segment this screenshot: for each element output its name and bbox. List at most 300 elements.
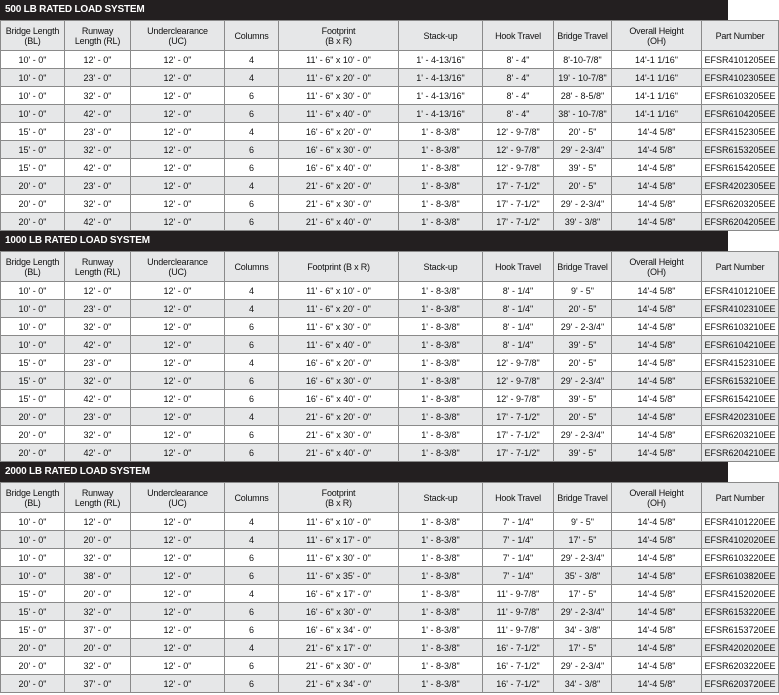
table-row bbox=[1, 603, 779, 621]
cell-overall-height: 14'-4 5/8" bbox=[612, 354, 702, 372]
cell-footprint: 11' - 6" x 40' - 0" bbox=[279, 336, 399, 354]
cell-part-number: EFSR4152310EE bbox=[702, 354, 779, 372]
cell-footprint: 11' - 6" x 30' - 0" bbox=[279, 549, 399, 567]
cell-runway-length: 12' - 0" bbox=[65, 513, 131, 531]
cell-columns: 6 bbox=[225, 318, 279, 336]
cell-stack-up: 1' - 8-3/8" bbox=[399, 282, 483, 300]
table-row bbox=[1, 141, 779, 159]
cell-stack-up: 1' - 8-3/8" bbox=[399, 159, 483, 177]
cell-part-number: EFSR6153210EE bbox=[702, 372, 779, 390]
column-header-part-number bbox=[702, 21, 779, 51]
header-text: Runway bbox=[81, 487, 114, 498]
table-row bbox=[1, 213, 779, 231]
cell-overall-height: 14'-4 5/8" bbox=[612, 567, 702, 585]
cell-underclearance: 12' - 0" bbox=[131, 621, 225, 639]
cell-footprint: 21' - 6" x 30' - 0" bbox=[279, 657, 399, 675]
cell-columns: 6 bbox=[225, 549, 279, 567]
header-row bbox=[1, 21, 779, 51]
cell-runway-length: 42' - 0" bbox=[65, 444, 131, 462]
header-text: Bridge Travel bbox=[557, 492, 608, 503]
cell-overall-height: 14'-4 5/8" bbox=[612, 639, 702, 657]
cell-part-number: EFSR4202020EE bbox=[702, 639, 779, 657]
cell-bridge-travel: 39' - 3/8" bbox=[554, 213, 612, 231]
header-text: Stack-up bbox=[423, 492, 458, 503]
column-header-footprint bbox=[279, 483, 399, 513]
column-header-bridge-travel bbox=[554, 252, 612, 282]
header-text: (B x R) bbox=[325, 497, 352, 508]
cell-underclearance: 12' - 0" bbox=[131, 195, 225, 213]
cell-bridge-travel: 17' - 5" bbox=[554, 531, 612, 549]
cell-stack-up: 1' - 8-3/8" bbox=[399, 300, 483, 318]
cell-bridge-travel: 19' - 10-7/8" bbox=[554, 69, 612, 87]
cell-overall-height: 14'-4 5/8" bbox=[612, 657, 702, 675]
cell-overall-height: 14'-4 5/8" bbox=[612, 177, 702, 195]
cell-stack-up: 1' - 8-3/8" bbox=[399, 372, 483, 390]
cell-runway-length: 20' - 0" bbox=[65, 639, 131, 657]
cell-overall-height: 14'-4 5/8" bbox=[612, 300, 702, 318]
cell-bridge-travel: 29' - 2-3/4" bbox=[554, 426, 612, 444]
cell-footprint: 16' - 6" x 17' - 0" bbox=[279, 585, 399, 603]
cell-columns: 4 bbox=[225, 51, 279, 69]
cell-overall-height: 14'-4 5/8" bbox=[612, 318, 702, 336]
table-row bbox=[1, 159, 779, 177]
cell-bridge-length: 15' - 0" bbox=[1, 372, 65, 390]
cell-bridge-length: 10' - 0" bbox=[1, 69, 65, 87]
header-text: Part Number bbox=[715, 261, 765, 272]
section-title: 2000 LB RATED LOAD SYSTEM bbox=[0, 462, 728, 482]
cell-bridge-travel: 35' - 3/8" bbox=[554, 567, 612, 585]
column-header-underclearance bbox=[131, 483, 225, 513]
cell-hook-travel: 8' - 1/4" bbox=[483, 336, 554, 354]
table-row bbox=[1, 531, 779, 549]
cell-part-number: EFSR6153720EE bbox=[702, 621, 779, 639]
cell-underclearance: 12' - 0" bbox=[131, 408, 225, 426]
cell-columns: 4 bbox=[225, 531, 279, 549]
cell-footprint: 16' - 6" x 40' - 0" bbox=[279, 159, 399, 177]
cell-underclearance: 12' - 0" bbox=[131, 318, 225, 336]
cell-columns: 6 bbox=[225, 657, 279, 675]
cell-runway-length: 23' - 0" bbox=[65, 177, 131, 195]
cell-runway-length: 32' - 0" bbox=[65, 141, 131, 159]
cell-footprint: 16' - 6" x 34' - 0" bbox=[279, 621, 399, 639]
cell-footprint: 21' - 6" x 20' - 0" bbox=[279, 408, 399, 426]
cell-footprint: 21' - 6" x 17' - 0" bbox=[279, 639, 399, 657]
cell-underclearance: 12' - 0" bbox=[131, 426, 225, 444]
cell-footprint: 21' - 6" x 40' - 0" bbox=[279, 213, 399, 231]
cell-bridge-length: 15' - 0" bbox=[1, 390, 65, 408]
cell-bridge-length: 20' - 0" bbox=[1, 426, 65, 444]
cell-footprint: 21' - 6" x 30' - 0" bbox=[279, 426, 399, 444]
cell-footprint: 16' - 6" x 40' - 0" bbox=[279, 390, 399, 408]
header-text: (BL) bbox=[24, 266, 41, 277]
cell-part-number: EFSR6203205EE bbox=[702, 195, 779, 213]
header-text: (OH) bbox=[647, 497, 666, 508]
cell-runway-length: 32' - 0" bbox=[65, 549, 131, 567]
cell-columns: 6 bbox=[225, 390, 279, 408]
cell-bridge-length: 20' - 0" bbox=[1, 213, 65, 231]
header-text: Bridge Length bbox=[5, 256, 60, 267]
cell-hook-travel: 12' - 9-7/8" bbox=[483, 141, 554, 159]
cell-hook-travel: 7' - 1/4" bbox=[483, 531, 554, 549]
table-row bbox=[1, 69, 779, 87]
cell-underclearance: 12' - 0" bbox=[131, 105, 225, 123]
cell-part-number: EFSR4101210EE bbox=[702, 282, 779, 300]
cell-hook-travel: 8' - 4" bbox=[483, 51, 554, 69]
cell-columns: 6 bbox=[225, 372, 279, 390]
table-row bbox=[1, 195, 779, 213]
cell-bridge-length: 15' - 0" bbox=[1, 354, 65, 372]
header-text: (BL) bbox=[24, 35, 41, 46]
cell-footprint: 11' - 6" x 40' - 0" bbox=[279, 105, 399, 123]
cell-columns: 6 bbox=[225, 141, 279, 159]
cell-hook-travel: 12' - 9-7/8" bbox=[483, 123, 554, 141]
column-header-columns bbox=[225, 21, 279, 51]
cell-stack-up: 1' - 8-3/8" bbox=[399, 444, 483, 462]
cell-columns: 6 bbox=[225, 444, 279, 462]
cell-part-number: EFSR4102305EE bbox=[702, 69, 779, 87]
cell-bridge-travel: 20' - 5" bbox=[554, 123, 612, 141]
cell-footprint: 11' - 6" x 20' - 0" bbox=[279, 300, 399, 318]
cell-hook-travel: 8' - 4" bbox=[483, 105, 554, 123]
cell-columns: 4 bbox=[225, 69, 279, 87]
header-text: Hook Travel bbox=[495, 30, 541, 41]
cell-underclearance: 12' - 0" bbox=[131, 336, 225, 354]
cell-overall-height: 14'-4 5/8" bbox=[612, 372, 702, 390]
cell-stack-up: 1' - 8-3/8" bbox=[399, 354, 483, 372]
cell-runway-length: 20' - 0" bbox=[65, 585, 131, 603]
cell-overall-height: 14'-1 1/16" bbox=[612, 105, 702, 123]
cell-stack-up: 1' - 8-3/8" bbox=[399, 585, 483, 603]
cell-footprint: 21' - 6" x 40' - 0" bbox=[279, 444, 399, 462]
cell-bridge-length: 10' - 0" bbox=[1, 300, 65, 318]
cell-part-number: EFSR6154205EE bbox=[702, 159, 779, 177]
cell-footprint: 11' - 6" x 10' - 0" bbox=[279, 51, 399, 69]
cell-columns: 6 bbox=[225, 336, 279, 354]
cell-overall-height: 14'-4 5/8" bbox=[612, 390, 702, 408]
cell-underclearance: 12' - 0" bbox=[131, 657, 225, 675]
spec-table bbox=[0, 251, 779, 462]
table-row bbox=[1, 354, 779, 372]
header-text: (UC) bbox=[168, 497, 187, 508]
cell-runway-length: 42' - 0" bbox=[65, 105, 131, 123]
cell-stack-up: 1' - 8-3/8" bbox=[399, 567, 483, 585]
cell-overall-height: 14'-4 5/8" bbox=[612, 195, 702, 213]
cell-overall-height: 14'-4 5/8" bbox=[612, 444, 702, 462]
cell-overall-height: 14'-4 5/8" bbox=[612, 141, 702, 159]
cell-bridge-length: 20' - 0" bbox=[1, 657, 65, 675]
column-header-bridge-length bbox=[1, 21, 65, 51]
cell-runway-length: 42' - 0" bbox=[65, 159, 131, 177]
cell-runway-length: 32' - 0" bbox=[65, 372, 131, 390]
header-text: Runway bbox=[81, 256, 114, 267]
header-text: Length (RL) bbox=[74, 35, 121, 46]
column-header-bridge-length bbox=[1, 483, 65, 513]
cell-hook-travel: 7' - 1/4" bbox=[483, 549, 554, 567]
cell-overall-height: 14'-4 5/8" bbox=[612, 408, 702, 426]
cell-underclearance: 12' - 0" bbox=[131, 51, 225, 69]
header-text: (UC) bbox=[168, 266, 187, 277]
cell-runway-length: 42' - 0" bbox=[65, 336, 131, 354]
cell-stack-up: 1' - 8-3/8" bbox=[399, 549, 483, 567]
header-text: Columns bbox=[234, 30, 269, 41]
cell-runway-length: 32' - 0" bbox=[65, 318, 131, 336]
cell-columns: 4 bbox=[225, 408, 279, 426]
cell-runway-length: 37' - 0" bbox=[65, 621, 131, 639]
table-row bbox=[1, 318, 779, 336]
cell-columns: 6 bbox=[225, 675, 279, 693]
cell-part-number: EFSR4101220EE bbox=[702, 513, 779, 531]
table-row bbox=[1, 87, 779, 105]
column-header-overall-height bbox=[612, 252, 702, 282]
cell-bridge-travel: 29' - 2-3/4" bbox=[554, 372, 612, 390]
cell-bridge-travel: 34' - 3/8" bbox=[554, 675, 612, 693]
header-text: Part Number bbox=[715, 492, 765, 503]
cell-runway-length: 32' - 0" bbox=[65, 603, 131, 621]
header-text: Footprint (B x R) bbox=[307, 261, 370, 272]
cell-bridge-length: 15' - 0" bbox=[1, 141, 65, 159]
cell-hook-travel: 16' - 7-1/2" bbox=[483, 657, 554, 675]
cell-columns: 4 bbox=[225, 513, 279, 531]
cell-runway-length: 23' - 0" bbox=[65, 300, 131, 318]
cell-footprint: 11' - 6" x 30' - 0" bbox=[279, 318, 399, 336]
cell-underclearance: 12' - 0" bbox=[131, 141, 225, 159]
cell-underclearance: 12' - 0" bbox=[131, 372, 225, 390]
table-row bbox=[1, 657, 779, 675]
table-row bbox=[1, 585, 779, 603]
cell-overall-height: 14'-4 5/8" bbox=[612, 675, 702, 693]
cell-bridge-length: 10' - 0" bbox=[1, 105, 65, 123]
cell-bridge-travel: 29' - 2-3/4" bbox=[554, 318, 612, 336]
cell-bridge-travel: 39' - 5" bbox=[554, 390, 612, 408]
cell-bridge-length: 10' - 0" bbox=[1, 549, 65, 567]
cell-part-number: EFSR6103210EE bbox=[702, 318, 779, 336]
cell-overall-height: 14'-4 5/8" bbox=[612, 621, 702, 639]
header-text: Overall Height bbox=[629, 487, 684, 498]
table-row bbox=[1, 513, 779, 531]
cell-bridge-travel: 39' - 5" bbox=[554, 159, 612, 177]
header-text: Length (RL) bbox=[74, 497, 121, 508]
cell-overall-height: 14'-1 1/16" bbox=[612, 51, 702, 69]
header-text: Underclearance bbox=[147, 487, 208, 498]
cell-columns: 6 bbox=[225, 567, 279, 585]
cell-columns: 4 bbox=[225, 282, 279, 300]
cell-footprint: 16' - 6" x 20' - 0" bbox=[279, 123, 399, 141]
cell-hook-travel: 8' - 1/4" bbox=[483, 318, 554, 336]
cell-bridge-travel: 17' - 5" bbox=[554, 639, 612, 657]
cell-underclearance: 12' - 0" bbox=[131, 159, 225, 177]
column-header-underclearance bbox=[131, 21, 225, 51]
header-text: Part Number bbox=[715, 30, 765, 41]
table-row bbox=[1, 549, 779, 567]
cell-overall-height: 14'-4 5/8" bbox=[612, 531, 702, 549]
header-text: (BL) bbox=[24, 497, 41, 508]
header-row bbox=[1, 483, 779, 513]
column-header-hook-travel bbox=[483, 252, 554, 282]
cell-stack-up: 1' - 8-3/8" bbox=[399, 675, 483, 693]
cell-underclearance: 12' - 0" bbox=[131, 213, 225, 231]
cell-bridge-length: 10' - 0" bbox=[1, 567, 65, 585]
cell-bridge-length: 20' - 0" bbox=[1, 444, 65, 462]
cell-part-number: EFSR4202310EE bbox=[702, 408, 779, 426]
cell-footprint: 16' - 6" x 30' - 0" bbox=[279, 372, 399, 390]
cell-overall-height: 14'-4 5/8" bbox=[612, 426, 702, 444]
header-text: Bridge Length bbox=[5, 25, 60, 36]
cell-footprint: 11' - 6" x 17' - 0" bbox=[279, 531, 399, 549]
cell-part-number: EFSR4102020EE bbox=[702, 531, 779, 549]
cell-bridge-travel: 20' - 5" bbox=[554, 177, 612, 195]
cell-runway-length: 20' - 0" bbox=[65, 531, 131, 549]
table-row bbox=[1, 675, 779, 693]
cell-underclearance: 12' - 0" bbox=[131, 300, 225, 318]
cell-overall-height: 14'-4 5/8" bbox=[612, 549, 702, 567]
cell-bridge-travel: 29' - 2-3/4" bbox=[554, 195, 612, 213]
column-header-runway-length bbox=[65, 483, 131, 513]
cell-stack-up: 1' - 4-13/16" bbox=[399, 69, 483, 87]
cell-hook-travel: 17' - 7-1/2" bbox=[483, 444, 554, 462]
column-header-overall-height bbox=[612, 21, 702, 51]
cell-overall-height: 14'-4 5/8" bbox=[612, 585, 702, 603]
cell-columns: 4 bbox=[225, 123, 279, 141]
cell-underclearance: 12' - 0" bbox=[131, 282, 225, 300]
cell-part-number: EFSR6203720EE bbox=[702, 675, 779, 693]
cell-bridge-length: 15' - 0" bbox=[1, 603, 65, 621]
cell-bridge-travel: 8'-10-7/8" bbox=[554, 51, 612, 69]
cell-columns: 6 bbox=[225, 213, 279, 231]
header-text: Runway bbox=[81, 25, 114, 36]
cell-bridge-length: 20' - 0" bbox=[1, 195, 65, 213]
cell-overall-height: 14'-4 5/8" bbox=[612, 336, 702, 354]
cell-part-number: EFSR6103205EE bbox=[702, 87, 779, 105]
cell-stack-up: 1' - 8-3/8" bbox=[399, 390, 483, 408]
cell-bridge-travel: 38' - 10-7/8" bbox=[554, 105, 612, 123]
cell-bridge-travel: 39' - 5" bbox=[554, 336, 612, 354]
cell-underclearance: 12' - 0" bbox=[131, 513, 225, 531]
table-row bbox=[1, 372, 779, 390]
cell-bridge-length: 10' - 0" bbox=[1, 51, 65, 69]
cell-runway-length: 32' - 0" bbox=[65, 87, 131, 105]
column-header-stack-up bbox=[399, 483, 483, 513]
cell-hook-travel: 8' - 1/4" bbox=[483, 300, 554, 318]
column-header-footprint bbox=[279, 21, 399, 51]
cell-underclearance: 12' - 0" bbox=[131, 585, 225, 603]
table-row bbox=[1, 123, 779, 141]
header-text: Overall Height bbox=[629, 25, 684, 36]
cell-stack-up: 1' - 8-3/8" bbox=[399, 336, 483, 354]
column-header-columns bbox=[225, 483, 279, 513]
section-title: 1000 LB RATED LOAD SYSTEM bbox=[0, 231, 728, 251]
cell-runway-length: 23' - 0" bbox=[65, 408, 131, 426]
cell-bridge-travel: 20' - 5" bbox=[554, 300, 612, 318]
header-row bbox=[1, 252, 779, 282]
cell-stack-up: 1' - 8-3/8" bbox=[399, 426, 483, 444]
cell-bridge-length: 20' - 0" bbox=[1, 675, 65, 693]
cell-part-number: EFSR4152020EE bbox=[702, 585, 779, 603]
cell-hook-travel: 17' - 7-1/2" bbox=[483, 195, 554, 213]
cell-bridge-length: 10' - 0" bbox=[1, 531, 65, 549]
cell-underclearance: 12' - 0" bbox=[131, 390, 225, 408]
cell-stack-up: 1' - 8-3/8" bbox=[399, 531, 483, 549]
cell-footprint: 11' - 6" x 35' - 0" bbox=[279, 567, 399, 585]
table-row bbox=[1, 105, 779, 123]
cell-hook-travel: 12' - 9-7/8" bbox=[483, 354, 554, 372]
cell-underclearance: 12' - 0" bbox=[131, 549, 225, 567]
cell-bridge-travel: 20' - 5" bbox=[554, 354, 612, 372]
cell-underclearance: 12' - 0" bbox=[131, 567, 225, 585]
cell-part-number: EFSR6204210EE bbox=[702, 444, 779, 462]
cell-bridge-length: 10' - 0" bbox=[1, 318, 65, 336]
header-text: Bridge Travel bbox=[557, 30, 608, 41]
cell-stack-up: 1' - 8-3/8" bbox=[399, 639, 483, 657]
header-text: (OH) bbox=[647, 35, 666, 46]
cell-hook-travel: 7' - 1/4" bbox=[483, 567, 554, 585]
spec-table bbox=[0, 482, 779, 693]
cell-part-number: EFSR6153220EE bbox=[702, 603, 779, 621]
cell-footprint: 16' - 6" x 20' - 0" bbox=[279, 354, 399, 372]
column-header-overall-height bbox=[612, 483, 702, 513]
cell-part-number: EFSR6203210EE bbox=[702, 426, 779, 444]
cell-hook-travel: 7' - 1/4" bbox=[483, 513, 554, 531]
cell-hook-travel: 17' - 7-1/2" bbox=[483, 213, 554, 231]
cell-columns: 4 bbox=[225, 300, 279, 318]
header-text: (OH) bbox=[647, 266, 666, 277]
cell-hook-travel: 11' - 9-7/8" bbox=[483, 603, 554, 621]
cell-bridge-length: 15' - 0" bbox=[1, 621, 65, 639]
cell-part-number: EFSR4101205EE bbox=[702, 51, 779, 69]
cell-overall-height: 14'-4 5/8" bbox=[612, 282, 702, 300]
cell-columns: 6 bbox=[225, 105, 279, 123]
header-text: Bridge Travel bbox=[557, 261, 608, 272]
column-header-bridge-length bbox=[1, 252, 65, 282]
cell-runway-length: 23' - 0" bbox=[65, 69, 131, 87]
cell-runway-length: 32' - 0" bbox=[65, 657, 131, 675]
cell-columns: 6 bbox=[225, 426, 279, 444]
cell-columns: 4 bbox=[225, 177, 279, 195]
cell-runway-length: 32' - 0" bbox=[65, 195, 131, 213]
header-text: Footprint bbox=[321, 25, 356, 36]
cell-overall-height: 14'-1 1/16" bbox=[612, 69, 702, 87]
cell-hook-travel: 11' - 9-7/8" bbox=[483, 621, 554, 639]
column-header-footprint bbox=[279, 252, 399, 282]
cell-footprint: 16' - 6" x 30' - 0" bbox=[279, 141, 399, 159]
cell-overall-height: 14'-4 5/8" bbox=[612, 513, 702, 531]
cell-underclearance: 12' - 0" bbox=[131, 87, 225, 105]
header-text: Columns bbox=[234, 261, 269, 272]
cell-part-number: EFSR4202305EE bbox=[702, 177, 779, 195]
cell-columns: 4 bbox=[225, 585, 279, 603]
cell-stack-up: 1' - 4-13/16" bbox=[399, 87, 483, 105]
cell-bridge-length: 10' - 0" bbox=[1, 513, 65, 531]
cell-hook-travel: 17' - 7-1/2" bbox=[483, 408, 554, 426]
cell-footprint: 11' - 6" x 10' - 0" bbox=[279, 513, 399, 531]
column-header-runway-length bbox=[65, 252, 131, 282]
cell-part-number: EFSR6104210EE bbox=[702, 336, 779, 354]
cell-overall-height: 14'-4 5/8" bbox=[612, 159, 702, 177]
cell-overall-height: 14'-4 5/8" bbox=[612, 213, 702, 231]
cell-runway-length: 12' - 0" bbox=[65, 51, 131, 69]
spec-table bbox=[0, 20, 779, 231]
cell-part-number: EFSR6153205EE bbox=[702, 141, 779, 159]
column-header-bridge-travel bbox=[554, 483, 612, 513]
cell-underclearance: 12' - 0" bbox=[131, 123, 225, 141]
cell-columns: 6 bbox=[225, 195, 279, 213]
cell-footprint: 11' - 6" x 10' - 0" bbox=[279, 282, 399, 300]
cell-stack-up: 1' - 8-3/8" bbox=[399, 603, 483, 621]
cell-hook-travel: 16' - 7-1/2" bbox=[483, 639, 554, 657]
column-header-stack-up bbox=[399, 252, 483, 282]
header-text: Bridge Length bbox=[5, 487, 60, 498]
cell-part-number: EFSR6154210EE bbox=[702, 390, 779, 408]
column-header-hook-travel bbox=[483, 21, 554, 51]
